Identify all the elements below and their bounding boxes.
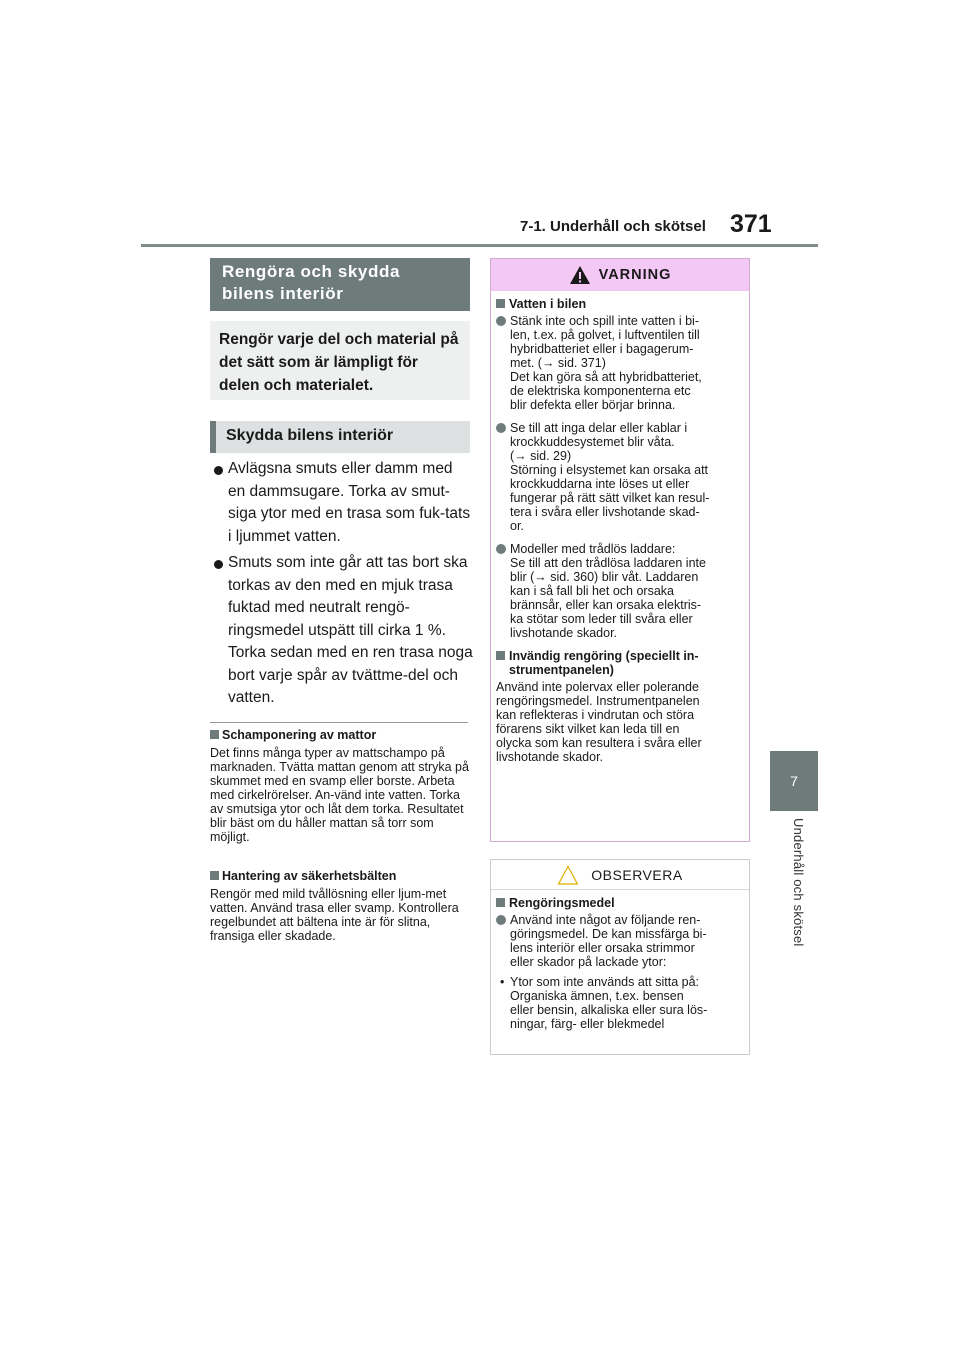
notice-box xyxy=(490,859,750,1055)
main-heading: Rengöra och skydda bilens interiör xyxy=(210,258,470,311)
square-bullet-icon xyxy=(210,730,219,739)
square-bullet-icon xyxy=(496,299,505,308)
square-bullet-icon xyxy=(210,871,219,880)
chapter-tab-label: Underhåll och skötsel xyxy=(791,818,806,947)
warning-item: Modeller med trådlös laddare: Se till att den trådlösa laddaren inte blir (→ sid. 360) blir våt. Laddaren kan i så fall bli het och orsaka brännsår, eller kan orsaka elektris- ka stötar som leder till svåra eller livshotande skador. xyxy=(496,542,744,640)
warning-triangle-icon xyxy=(569,265,591,285)
carpet-shampoo-heading: Schamponering av mattor xyxy=(210,727,376,743)
chapter-tab: 7 xyxy=(770,751,818,811)
interior-cleaning-text: Använd inte polervax eller polerande rengöringsmedel. Instrumentpanelen kan reflekteras i vindrutan och störa förarens sikt vilket kan leda till en olycka som kan resultera i svåra eller livshotande skador. xyxy=(496,680,702,764)
bullet-item: Smuts som inte går att tas bort ska torkas av den med en mjuk trasa fuktad med neutralt rengö-ringsmedel utspätt till cirka 1 %. Torka sedan med en ren trasa noga bort varje spår av tvättme-del och vatten. xyxy=(212,552,474,710)
section-title: 7-1. Underhåll och skötsel xyxy=(520,218,706,235)
round-bullet-icon xyxy=(496,316,506,326)
interior-cleaning-heading: Invändig rengöring (speciellt in-strumentpanelen) xyxy=(496,649,744,677)
round-bullet-icon xyxy=(496,544,506,554)
notice-header: OBSERVERA xyxy=(491,860,749,890)
bullet-item: Avlägsna smuts eller damm med en dammsugare. Torka av smut-siga ytor med en trasa som fuk-tats i ljummet vatten. xyxy=(212,458,474,548)
dash-bullet: • xyxy=(500,975,505,989)
header-rule xyxy=(141,244,818,247)
sub-heading: Skydda bilens interiör xyxy=(210,421,470,453)
water-heading: Vatten i bilen xyxy=(496,297,744,311)
caution-triangle-icon xyxy=(557,865,579,885)
notice-sub-item: • Ytor som inte används att sitta på: Organiska ämnen, t.ex. bensen eller bensin, alkaliska eller sura lös- ningar, färg- eller blekmedel xyxy=(496,975,744,1031)
round-bullet-icon xyxy=(496,423,506,433)
warning-box xyxy=(490,258,750,842)
seatbelt-heading: Hantering av säkerhetsbälten xyxy=(210,868,396,884)
round-bullet-icon xyxy=(496,915,506,925)
notice-item: Använd inte något av följande ren- göringsmedel. De kan missfärga bi- lens interiör eller orsaka strimmor eller skador på lackade ytor: xyxy=(496,913,744,969)
square-bullet-icon xyxy=(496,898,505,907)
warning-item: Stänk inte och spill inte vatten i bi- len, t.ex. på golvet, i luftventilen till hybridbatteriet eller i bagagerum- met. (→ sid. 371) Det kan göra så att hybridbatteriet, de elektriska komponenterna etc blir defekta eller börjar brinna. xyxy=(496,314,744,412)
square-bullet-icon xyxy=(496,651,505,660)
carpet-shampoo-text: Det finns många typer av mattschampo på marknaden. Tvätta mattan genom att stryka på skummet med en svamp eller borste. Arbeta med cirkelrörelser. An-vänd inte vatten. Torka av smutsiga ytor och låt dem torka. Resultatet blir bäst om du håller mattan så torr som möjligt. xyxy=(210,746,469,844)
cleaner-heading: Rengöringsmedel xyxy=(496,896,744,910)
warning-header: VARNING xyxy=(491,259,749,291)
section-divider xyxy=(210,722,468,723)
bullet-list xyxy=(212,458,474,714)
page-number: 371 xyxy=(730,210,772,238)
warning-item: Se till att inga delar eller kablar i krockkuddesystemet blir våta. (→ sid. 29) Störning i elsystemet kan orsaka att krockkuddarna inte löses ut eller fungerar på rätt sätt vilket kan resul- tera i svåra eller livshotande skad- or. xyxy=(496,421,744,533)
intro-box: Rengör varje del och material på det sätt som är lämpligt för delen och materialet. xyxy=(210,321,470,400)
seatbelt-text: Rengör med mild tvållösning eller ljum-met vatten. Använd trasa eller svamp. Kontrollera regelbundet att bältena inte är för slitna, fransiga eller skadade. xyxy=(210,887,459,943)
